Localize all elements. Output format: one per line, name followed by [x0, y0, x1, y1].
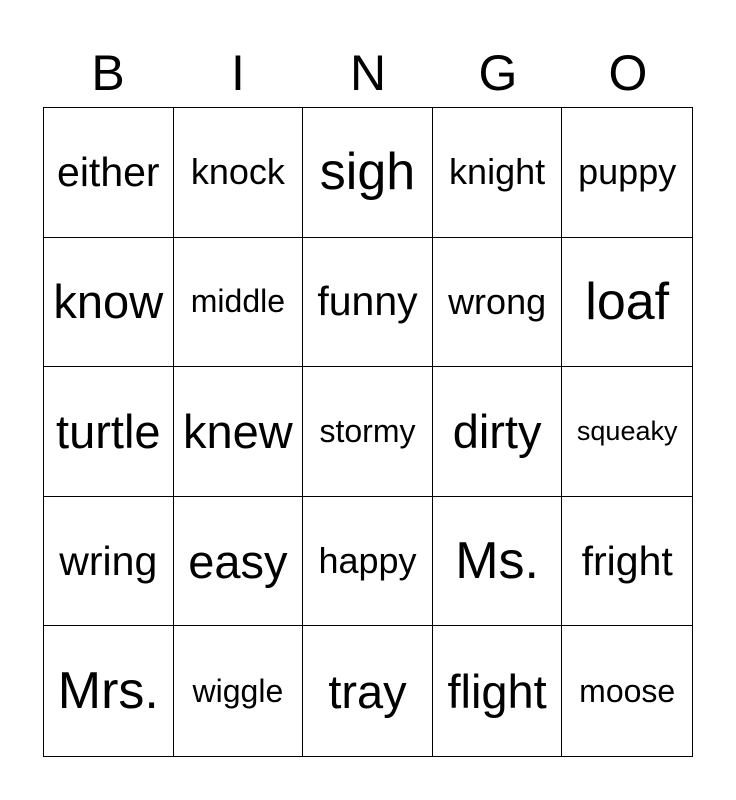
bingo-cell[interactable]: know — [44, 238, 174, 368]
bingo-cell[interactable]: fright — [562, 497, 692, 627]
bingo-cell[interactable]: Ms. — [433, 497, 563, 627]
header-letter-n: N — [349, 45, 387, 101]
bingo-cell[interactable]: stormy — [303, 367, 433, 497]
bingo-cell[interactable]: either — [44, 108, 174, 238]
header-letter-i: I — [231, 45, 245, 101]
bingo-cell[interactable]: puppy — [562, 108, 692, 238]
bingo-cell[interactable]: knight — [433, 108, 563, 238]
bingo-cell[interactable]: happy — [303, 497, 433, 627]
bingo-cell[interactable]: loaf — [562, 238, 692, 368]
bingo-cell[interactable]: easy — [174, 497, 304, 627]
bingo-cell[interactable]: moose — [579, 672, 676, 709]
bingo-cell[interactable]: wiggle — [174, 626, 304, 756]
bingo-cell[interactable]: wrong — [433, 238, 563, 368]
bingo-cell[interactable]: Mrs. — [44, 626, 174, 756]
bingo-cell[interactable]: turtle — [44, 367, 174, 497]
bingo-board — [43, 107, 693, 757]
bingo-cell[interactable]: middle — [174, 238, 304, 368]
header-letter-o: O — [608, 45, 648, 101]
bingo-cell[interactable]: knew — [174, 367, 304, 497]
bingo-cell[interactable]: tray — [303, 626, 433, 756]
bingo-cell[interactable]: knock — [174, 108, 304, 238]
bingo-cell[interactable]: sigh — [303, 108, 433, 238]
header-letter-g: G — [478, 45, 518, 101]
header-letter-b: B — [91, 45, 125, 101]
bingo-header — [43, 40, 693, 106]
bingo-cell[interactable]: funny — [303, 238, 433, 368]
bingo-cell[interactable]: flight — [433, 626, 563, 756]
bingo-cell[interactable]: squeaky — [562, 367, 692, 497]
bingo-cell[interactable]: wring — [44, 497, 174, 627]
bingo-cell[interactable]: dirty — [433, 367, 563, 497]
